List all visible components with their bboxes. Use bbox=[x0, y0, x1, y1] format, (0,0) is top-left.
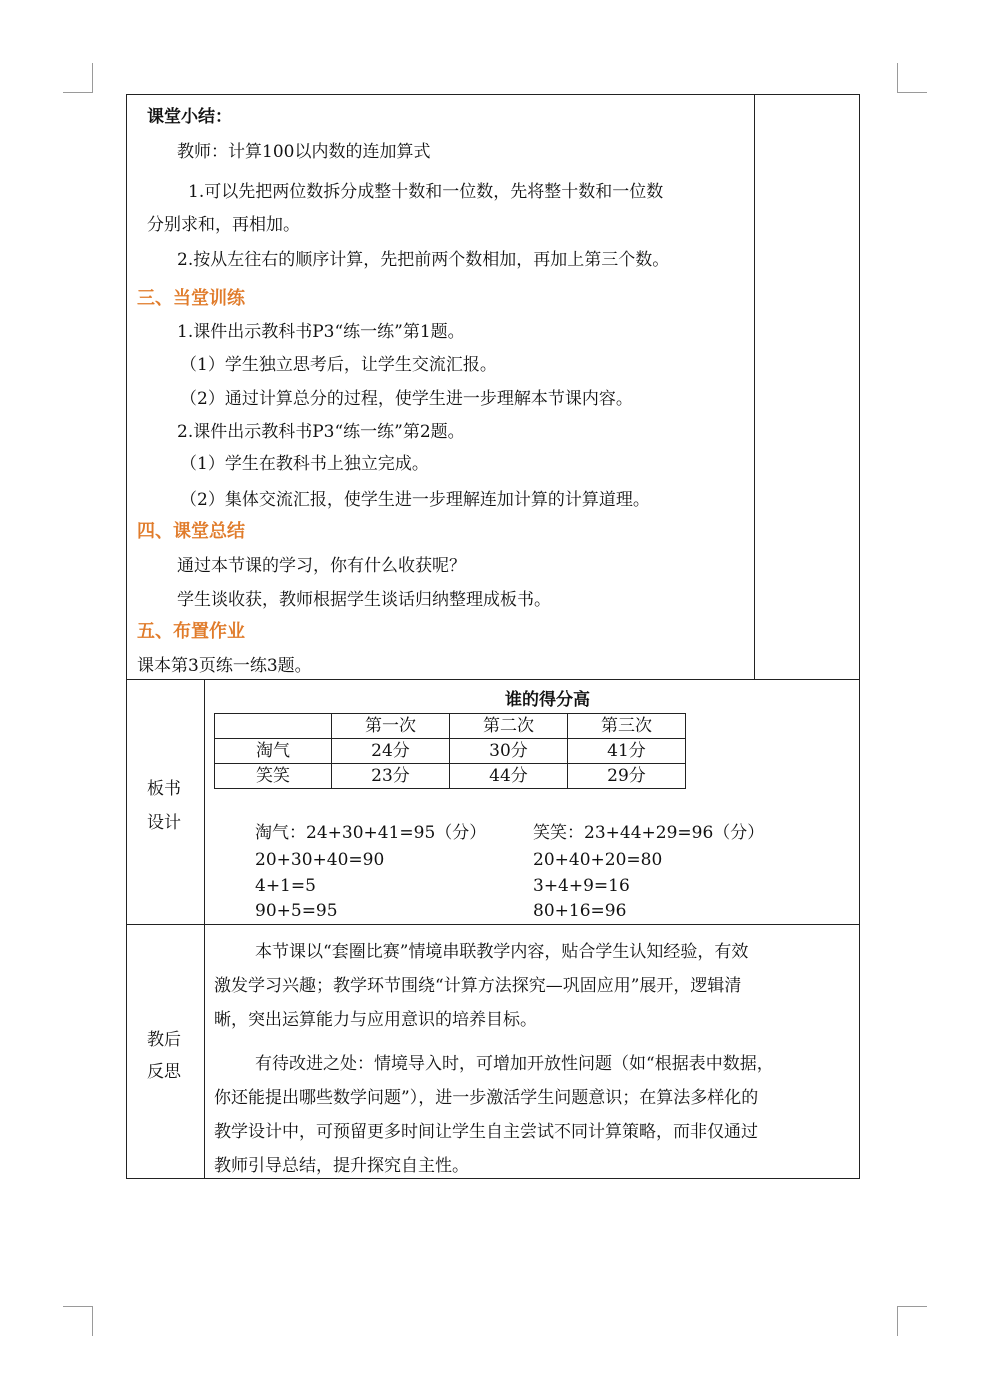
board-label: 板书 bbox=[147, 779, 181, 799]
reflection-text: 你还能提出哪些数学问题”），进一步激活学生问题意识；在算法多样化的 bbox=[214, 1088, 759, 1108]
homework-heading: 五、布置作业 bbox=[137, 621, 245, 642]
table-border-top bbox=[126, 94, 860, 95]
practice-item: 1.课件出示教科书P3“练一练”第1题。 bbox=[177, 322, 465, 342]
table-cell-score: 41分 bbox=[568, 739, 686, 764]
table-cell-score: 30分 bbox=[450, 739, 568, 764]
table-border-bottom bbox=[126, 1178, 860, 1179]
reflection-text: 晰，突出运算能力与应用意识的培养目标。 bbox=[214, 1010, 537, 1030]
reflection-text: 本节课以“套圈比赛”情境串联教学内容，贴合学生认知经验，有效 bbox=[255, 942, 749, 962]
label-column-divider bbox=[204, 679, 205, 1179]
crop-mark bbox=[92, 1306, 93, 1336]
practice-subitem: （2）通过计算总分的过程，使学生进一步理解本节课内容。 bbox=[180, 389, 633, 409]
calc-line: 20+40+20=80 bbox=[533, 850, 663, 870]
crop-mark bbox=[63, 92, 93, 93]
practice-item: 2.课件出示教科书P3“练一练”第2题。 bbox=[177, 422, 465, 442]
summary-teacher: 教师：计算100以内数的连加算式 bbox=[177, 142, 431, 162]
wrapup-heading: 四、课堂总结 bbox=[137, 521, 245, 542]
summary-point1: 1.可以先把两位数拆分成整十数和一位数，先将整十数和一位数 bbox=[188, 182, 664, 202]
board-label: 设计 bbox=[147, 813, 181, 833]
table-border-left bbox=[126, 94, 127, 1179]
wrapup-text: 学生谈收获，教师根据学生谈话归纳整理成板书。 bbox=[177, 590, 551, 610]
practice-subitem: （1）学生在教科书上独立完成。 bbox=[180, 454, 429, 474]
calc-line: 4+1=5 bbox=[255, 876, 316, 896]
score-table bbox=[214, 713, 686, 789]
calc-line: 20+30+40=90 bbox=[255, 850, 385, 870]
score-table-title: 谁的得分高 bbox=[505, 690, 590, 710]
table-header-cell: 第一次 bbox=[332, 714, 450, 739]
practice-subitem: （2）集体交流汇报，使学生进一步理解连加计算的计算道理。 bbox=[180, 490, 650, 510]
calc-line: 笑笑：23+44+29=96（分） bbox=[533, 823, 765, 843]
summary-title: 课堂小结： bbox=[147, 107, 232, 127]
practice-heading: 三、当堂训练 bbox=[137, 288, 245, 309]
calc-line: 90+5=95 bbox=[255, 901, 338, 921]
table-header-row bbox=[215, 714, 686, 739]
crop-mark bbox=[92, 63, 93, 93]
table-cell-name: 笑笑 bbox=[215, 764, 332, 789]
reflection-text: 激发学习兴趣；教学环节围绕“计算方法探究—巩固应用”展开，逻辑清 bbox=[214, 976, 742, 996]
reflection-text: 教学设计中，可预留更多时间让学生自主尝试不同计算策略，而非仅通过 bbox=[214, 1122, 758, 1142]
reflection-text: 有待改进之处：情境导入时，可增加开放性问题（如“根据表中数据， bbox=[255, 1054, 774, 1074]
crop-mark bbox=[897, 92, 927, 93]
summary-point2: 2.按从左往右的顺序计算，先把前两个数相加，再加上第三个数。 bbox=[177, 250, 670, 270]
wrapup-text: 通过本节课的学习，你有什么收获呢？ bbox=[177, 556, 466, 576]
practice-subitem: （1）学生独立思考后，让学生交流汇报。 bbox=[180, 355, 497, 375]
row-divider bbox=[126, 679, 860, 680]
calc-line: 淘气：24+30+41=95（分） bbox=[255, 823, 487, 843]
calc-line: 80+16=96 bbox=[533, 901, 627, 921]
reflection-label: 反思 bbox=[147, 1062, 181, 1082]
homework-text: 课本第3页练一练3题。 bbox=[137, 656, 312, 676]
crop-mark bbox=[897, 1306, 898, 1336]
crop-mark bbox=[63, 1306, 93, 1307]
table-header-cell bbox=[215, 714, 332, 739]
reflection-text: 教师引导总结，提升探究自主性。 bbox=[214, 1156, 469, 1176]
summary-point1-cont: 分别求和，再相加。 bbox=[147, 215, 300, 235]
table-cell-score: 29分 bbox=[568, 764, 686, 789]
side-column-divider bbox=[754, 94, 755, 679]
table-cell-score: 24分 bbox=[332, 739, 450, 764]
crop-mark bbox=[897, 63, 898, 93]
table-row bbox=[215, 739, 686, 764]
table-header-cell: 第三次 bbox=[568, 714, 686, 739]
table-cell-score: 44分 bbox=[450, 764, 568, 789]
row-divider bbox=[126, 924, 860, 925]
table-cell-name: 淘气 bbox=[215, 739, 332, 764]
table-header-cell: 第二次 bbox=[450, 714, 568, 739]
calc-line: 3+4+9=16 bbox=[533, 876, 630, 896]
table-cell-score: 23分 bbox=[332, 764, 450, 789]
table-border-right bbox=[859, 94, 860, 1179]
table-row bbox=[215, 764, 686, 789]
reflection-label: 教后 bbox=[147, 1030, 181, 1050]
crop-mark bbox=[897, 1306, 927, 1307]
